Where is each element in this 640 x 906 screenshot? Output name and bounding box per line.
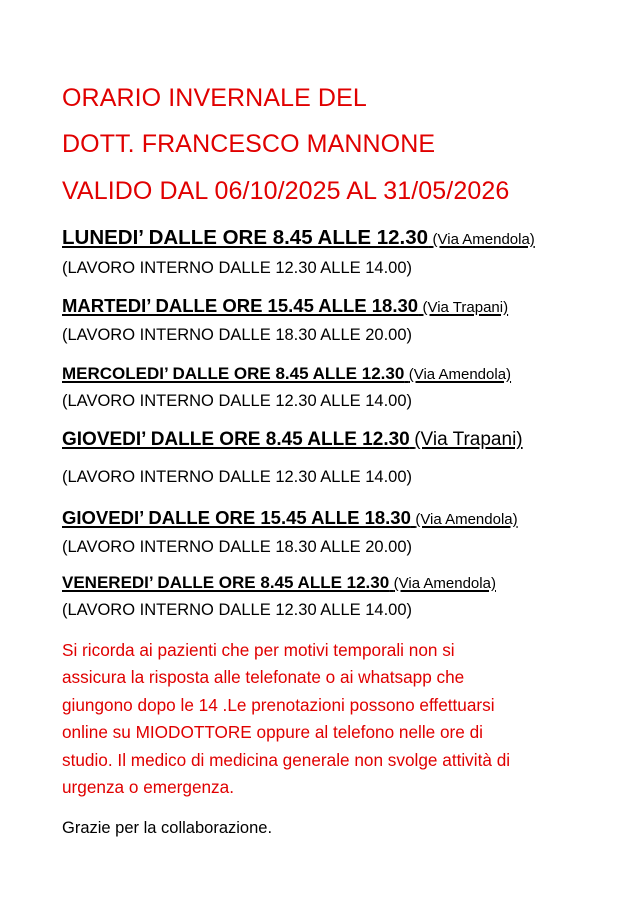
day-hours: GIOVEDI’ DALLE ORE 8.45 ALLE 12.30 <box>62 429 410 450</box>
schedule-entry-wednesday <box>62 364 602 410</box>
notice-line: assicura la risposta alle telefonate o ai whatsapp che <box>62 667 465 688</box>
schedule-heading <box>62 429 602 451</box>
notice-line: Si ricorda ai pazienti che per motivi temporali non si <box>62 640 455 660</box>
notice-line: online su MIODOTTORE oppure al telefono nelle ore di <box>62 722 483 743</box>
day-hours: VENEREDI’ DALLE ORE 8.45 ALLE 12.30 <box>62 573 390 592</box>
thanks-note: Grazie per la collaborazione. <box>62 819 273 837</box>
location: (Via Amendola) <box>432 231 535 248</box>
schedule-entry-monday <box>62 226 602 277</box>
location: (Via Trapani) <box>422 299 509 316</box>
schedule-entry-tuesday <box>62 295 602 344</box>
notice-line: giungono dopo le 14 .Le prenotazioni possono effettuarsi <box>62 694 495 715</box>
schedule-entry-thursday-afternoon <box>62 507 602 556</box>
schedule-heading <box>62 295 602 317</box>
internal-work-hours: (LAVORO INTERNO DALLE 12.30 ALLE 14.00) <box>62 601 413 619</box>
location: (Via Amendola) <box>393 575 496 592</box>
schedule-heading <box>62 507 602 529</box>
day-hours: MARTEDI’ DALLE ORE 15.45 ALLE 18.30 <box>62 295 419 316</box>
patient-notice <box>62 637 622 801</box>
schedule-heading <box>62 226 602 250</box>
internal-work-hours: (LAVORO INTERNO DALLE 18.30 ALLE 20.00) <box>62 326 413 344</box>
schedule-entry-thursday-morning <box>62 429 602 486</box>
internal-work-hours: (LAVORO INTERNO DALLE 18.30 ALLE 20.00) <box>62 538 413 556</box>
validity-period: VALIDO DAL 06/10/2025 AL 31/05/2026 <box>62 177 510 205</box>
internal-work-hours: (LAVORO INTERNO DALLE 12.30 ALLE 14.00) <box>62 392 413 410</box>
location: (Via Amendola) <box>408 366 512 383</box>
internal-work-hours: (LAVORO INTERNO DALLE 12.30 ALLE 14.00) <box>62 468 413 486</box>
schedule-entry-friday <box>62 573 602 619</box>
location: (Via Amendola) <box>415 511 518 528</box>
location: (Via Trapani) <box>414 429 523 450</box>
notice-line: studio. Il medico di medicina generale non svolge attività di <box>62 749 511 770</box>
title-line-1: ORARIO INVERNALE DEL <box>62 84 367 112</box>
schedule-heading <box>62 364 602 384</box>
internal-work-hours: (LAVORO INTERNO DALLE 12.30 ALLE 14.00) <box>62 259 413 277</box>
day-hours: MERCOLEDI’ DALLE ORE 8.45 ALLE 12.30 <box>62 364 405 383</box>
title-line-2: DOTT. FRANCESCO MANNONE <box>62 130 436 158</box>
notice-line: urgenza o emergenza. <box>62 777 234 798</box>
day-hours: LUNEDI’ DALLE ORE 8.45 ALLE 12.30 <box>62 226 429 249</box>
day-hours: GIOVEDI’ DALLE ORE 15.45 ALLE 18.30 <box>62 507 411 528</box>
schedule-heading <box>62 573 602 593</box>
